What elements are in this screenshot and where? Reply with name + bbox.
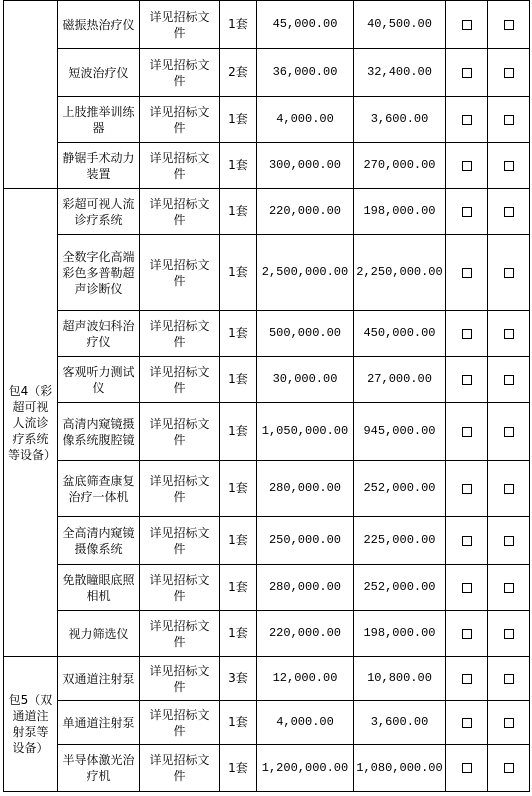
item-name-cell: 盆底筛查康复治疗一体机 <box>58 461 140 517</box>
table-row <box>4 517 530 565</box>
quantity-cell: 1套 <box>220 235 257 311</box>
checkbox-icon[interactable] <box>462 115 472 125</box>
max-limit-price-cell: 3,600.00 <box>354 97 446 143</box>
budget-price-cell: 220,000.00 <box>257 611 354 657</box>
quantity-cell: 1套 <box>220 311 257 357</box>
checkbox-cell <box>446 143 488 189</box>
table-row <box>4 611 530 657</box>
table-body <box>4 1 530 792</box>
spec-cell: 详见招标文件 <box>140 611 220 657</box>
checkbox-cell <box>488 1 530 49</box>
checkbox-cell <box>488 611 530 657</box>
spec-cell: 详见招标文件 <box>140 657 220 701</box>
max-limit-price-cell: 198,000.00 <box>354 611 446 657</box>
table-row <box>4 1 530 49</box>
budget-price-cell: 4,000.00 <box>257 97 354 143</box>
checkbox-cell <box>446 611 488 657</box>
max-limit-price-cell: 225,000.00 <box>354 517 446 565</box>
checkbox-cell <box>488 701 530 745</box>
budget-price-cell: 1,050,000.00 <box>257 403 354 461</box>
budget-price-cell: 30,000.00 <box>257 357 354 403</box>
item-name-cell: 静锯手术动力装置 <box>58 143 140 189</box>
checkbox-icon[interactable] <box>504 268 514 278</box>
spec-cell: 详见招标文件 <box>140 189 220 235</box>
max-limit-price-cell: 2,250,000.00 <box>354 235 446 311</box>
table-row <box>4 565 530 611</box>
checkbox-cell <box>488 49 530 97</box>
item-name-cell: 超声波妇科治疗仪 <box>58 311 140 357</box>
max-limit-price-cell: 450,000.00 <box>354 311 446 357</box>
quantity-cell: 3套 <box>220 657 257 701</box>
checkbox-cell <box>446 701 488 745</box>
checkbox-icon[interactable] <box>462 268 472 278</box>
table-row <box>4 143 530 189</box>
budget-price-cell: 45,000.00 <box>257 1 354 49</box>
item-name-cell: 客观听力测试仪 <box>58 357 140 403</box>
checkbox-icon[interactable] <box>504 763 514 773</box>
max-limit-price-cell: 3,600.00 <box>354 701 446 745</box>
checkbox-cell <box>488 745 530 792</box>
item-name-cell: 半导体激光治疗机 <box>58 745 140 792</box>
quantity-cell: 1套 <box>220 745 257 792</box>
quantity-cell: 1套 <box>220 357 257 403</box>
max-limit-price-cell: 1,080,000.00 <box>354 745 446 792</box>
item-name-cell: 免散瞳眼底照相机 <box>58 565 140 611</box>
item-name-cell: 磁振热治疗仪 <box>58 1 140 49</box>
checkbox-icon[interactable] <box>504 375 514 385</box>
spec-cell: 详见招标文件 <box>140 403 220 461</box>
budget-price-cell: 2,500,000.00 <box>257 235 354 311</box>
max-limit-price-cell: 198,000.00 <box>354 189 446 235</box>
spec-cell: 详见招标文件 <box>140 565 220 611</box>
checkbox-icon[interactable] <box>504 115 514 125</box>
checkbox-icon[interactable] <box>504 484 514 494</box>
checkbox-icon[interactable] <box>462 674 472 684</box>
budget-price-cell: 1,200,000.00 <box>257 745 354 792</box>
budget-price-cell: 300,000.00 <box>257 143 354 189</box>
max-limit-price-cell: 270,000.00 <box>354 143 446 189</box>
package-cell <box>4 1 58 189</box>
checkbox-cell <box>446 461 488 517</box>
checkbox-cell <box>488 657 530 701</box>
item-name-cell: 视力筛选仪 <box>58 611 140 657</box>
checkbox-cell <box>446 517 488 565</box>
max-limit-price-cell: 32,400.00 <box>354 49 446 97</box>
checkbox-cell <box>446 49 488 97</box>
quantity-cell: 1套 <box>220 1 257 49</box>
max-limit-price-cell: 252,000.00 <box>354 461 446 517</box>
checkbox-icon[interactable] <box>462 68 472 78</box>
budget-price-cell: 12,000.00 <box>257 657 354 701</box>
table-row <box>4 357 530 403</box>
spec-cell: 详见招标文件 <box>140 143 220 189</box>
budget-price-cell: 250,000.00 <box>257 517 354 565</box>
item-name-cell: 高清内窥镜摄像系统腹腔镜 <box>58 403 140 461</box>
procurement-table <box>3 0 530 792</box>
max-limit-price-cell: 252,000.00 <box>354 565 446 611</box>
quantity-cell: 1套 <box>220 403 257 461</box>
table-row <box>4 49 530 97</box>
checkbox-cell <box>488 189 530 235</box>
checkbox-cell <box>488 357 530 403</box>
item-name-cell: 双通道注射泵 <box>58 657 140 701</box>
max-limit-price-cell: 10,800.00 <box>354 657 446 701</box>
checkbox-cell <box>488 517 530 565</box>
checkbox-icon[interactable] <box>462 583 472 593</box>
item-name-cell: 短波治疗仪 <box>58 49 140 97</box>
checkbox-icon[interactable] <box>504 629 514 639</box>
checkbox-cell <box>488 461 530 517</box>
checkbox-cell <box>446 97 488 143</box>
budget-price-cell: 220,000.00 <box>257 189 354 235</box>
table-row <box>4 189 530 235</box>
checkbox-icon[interactable] <box>462 329 472 339</box>
checkbox-icon[interactable] <box>504 536 514 546</box>
item-name-cell: 单通道注射泵 <box>58 701 140 745</box>
checkbox-cell <box>446 745 488 792</box>
checkbox-icon[interactable] <box>462 161 472 171</box>
quantity-cell: 2套 <box>220 49 257 97</box>
package-cell: 包5（双通道注射泵等设备） <box>4 657 58 792</box>
quantity-cell: 1套 <box>220 611 257 657</box>
checkbox-cell <box>488 311 530 357</box>
spec-cell: 详见招标文件 <box>140 461 220 517</box>
max-limit-price-cell: 40,500.00 <box>354 1 446 49</box>
spec-cell: 详见招标文件 <box>140 97 220 143</box>
table-row <box>4 461 530 517</box>
quantity-cell: 1套 <box>220 189 257 235</box>
checkbox-cell <box>446 357 488 403</box>
item-name-cell: 全高清内窥镜摄像系统 <box>58 517 140 565</box>
checkbox-icon[interactable] <box>504 674 514 684</box>
checkbox-icon[interactable] <box>504 68 514 78</box>
checkbox-cell <box>488 97 530 143</box>
checkbox-cell <box>488 143 530 189</box>
item-name-cell: 彩超可视人流诊疗系统 <box>58 189 140 235</box>
quantity-cell: 1套 <box>220 565 257 611</box>
spec-cell: 详见招标文件 <box>140 357 220 403</box>
checkbox-icon[interactable] <box>462 763 472 773</box>
spec-cell: 详见招标文件 <box>140 701 220 745</box>
quantity-cell: 1套 <box>220 701 257 745</box>
max-limit-price-cell: 27,000.00 <box>354 357 446 403</box>
table-row <box>4 403 530 461</box>
checkbox-cell <box>488 403 530 461</box>
checkbox-icon[interactable] <box>462 375 472 385</box>
spec-cell: 详见招标文件 <box>140 1 220 49</box>
quantity-cell: 1套 <box>220 97 257 143</box>
checkbox-icon[interactable] <box>504 20 514 30</box>
budget-price-cell: 36,000.00 <box>257 49 354 97</box>
checkbox-cell <box>488 565 530 611</box>
checkbox-icon[interactable] <box>504 718 514 728</box>
quantity-cell: 1套 <box>220 517 257 565</box>
spec-cell: 详见招标文件 <box>140 235 220 311</box>
table-row <box>4 745 530 792</box>
spec-cell: 详见招标文件 <box>140 49 220 97</box>
item-name-cell: 上肢推举训练器 <box>58 97 140 143</box>
table-row <box>4 701 530 745</box>
checkbox-cell <box>446 657 488 701</box>
checkbox-icon[interactable] <box>504 427 514 437</box>
checkbox-icon[interactable] <box>462 484 472 494</box>
spec-cell: 详见招标文件 <box>140 745 220 792</box>
checkbox-icon[interactable] <box>504 207 514 217</box>
checkbox-icon[interactable] <box>462 718 472 728</box>
spec-cell: 详见招标文件 <box>140 311 220 357</box>
checkbox-icon[interactable] <box>504 583 514 593</box>
budget-price-cell: 280,000.00 <box>257 461 354 517</box>
checkbox-icon[interactable] <box>462 207 472 217</box>
spec-cell: 详见招标文件 <box>140 517 220 565</box>
budget-price-cell: 280,000.00 <box>257 565 354 611</box>
checkbox-icon[interactable] <box>504 329 514 339</box>
checkbox-icon[interactable] <box>504 161 514 171</box>
quantity-cell: 1套 <box>220 143 257 189</box>
quantity-cell: 1套 <box>220 461 257 517</box>
checkbox-cell <box>446 565 488 611</box>
checkbox-cell <box>446 1 488 49</box>
table-row <box>4 311 530 357</box>
checkbox-cell <box>446 403 488 461</box>
checkbox-cell <box>488 235 530 311</box>
budget-price-cell: 500,000.00 <box>257 311 354 357</box>
checkbox-icon[interactable] <box>462 427 472 437</box>
checkbox-icon[interactable] <box>462 629 472 639</box>
max-limit-price-cell: 945,000.00 <box>354 403 446 461</box>
table-row <box>4 97 530 143</box>
checkbox-cell <box>446 311 488 357</box>
table-row <box>4 235 530 311</box>
checkbox-icon[interactable] <box>462 20 472 30</box>
table-row <box>4 657 530 701</box>
package-cell: 包4（彩超可视人流诊疗系统等设备） <box>4 189 58 657</box>
checkbox-icon[interactable] <box>462 536 472 546</box>
item-name-cell: 全数字化高端彩色多普勒超声诊断仪 <box>58 235 140 311</box>
checkbox-cell <box>446 189 488 235</box>
checkbox-cell <box>446 235 488 311</box>
budget-price-cell: 4,000.00 <box>257 701 354 745</box>
